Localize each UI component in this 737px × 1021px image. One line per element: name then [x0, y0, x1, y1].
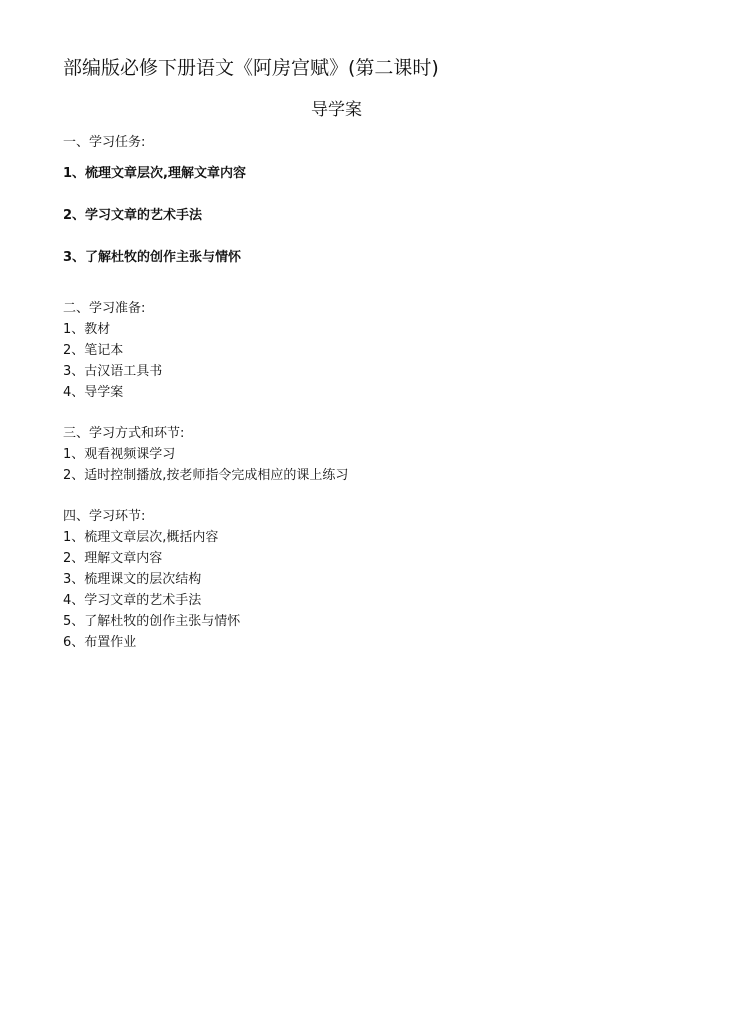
- list-item: 4、导学案: [63, 385, 124, 400]
- section-heading: 三、学习方式和环节:: [63, 426, 185, 441]
- list-item: 5、了解杜牧的创作主张与情怀: [63, 614, 241, 629]
- section-heading: 二、学习准备:: [63, 301, 146, 316]
- subtitle-text: 导学案: [311, 100, 362, 120]
- list-item: 3、梳理课文的层次结构: [63, 572, 202, 587]
- list-item: 1、梳理文章层次,理解文章内容: [63, 166, 246, 181]
- list-item: 2、适时控制播放,按老师指令完成相应的课上练习: [63, 468, 349, 483]
- list-item: 2、学习文章的艺术手法: [63, 208, 203, 223]
- section-learning-methods: [63, 424, 348, 486]
- list-item: 4、学习文章的艺术手法: [63, 593, 202, 608]
- document-subtitle: [0, 98, 737, 122]
- list-item: 1、观看视频课学习: [63, 447, 176, 462]
- learning-tasks-list: [63, 164, 246, 290]
- section-learning-steps: [63, 507, 240, 653]
- list-item: 3、古汉语工具书: [63, 364, 163, 379]
- list-item: 2、理解文章内容: [63, 551, 163, 566]
- section-heading: 四、学习环节:: [63, 509, 146, 524]
- section-learning-tasks: [63, 133, 145, 153]
- list-item: 3、了解杜牧的创作主张与情怀: [63, 250, 242, 265]
- document-title: 部编版必修下册语文《阿房宫赋》(第二课时): [63, 57, 439, 79]
- list-item: 2、笔记本: [63, 343, 124, 358]
- list-item: 1、梳理文章层次,概括内容: [63, 530, 219, 545]
- section-learning-preparation: [63, 299, 162, 403]
- section-heading: 一、学习任务:: [63, 135, 146, 150]
- list-item: 6、布置作业: [63, 635, 137, 650]
- list-item: 1、教材: [63, 322, 111, 337]
